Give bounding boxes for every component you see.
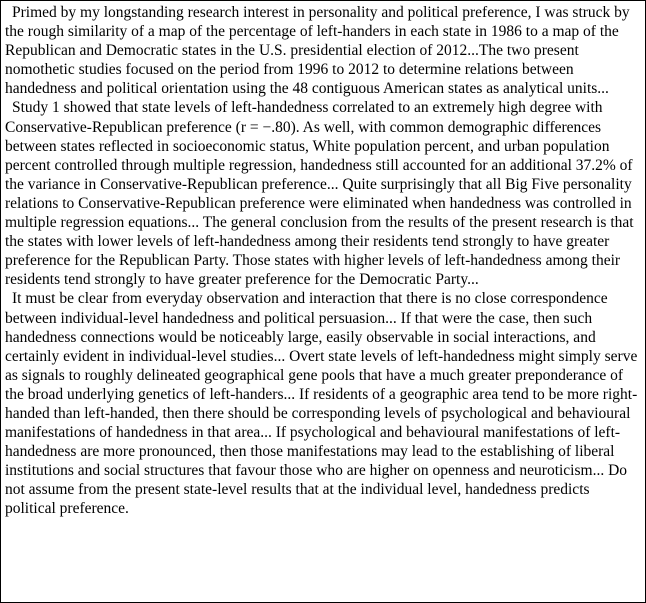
paragraph-study-1: Study 1 showed that state levels of left-handedness correlated to an extremely high degree with Conservative-Republican preference (r = −.80). As well, with common demographic differences between states reflected in socioeconomic status, White population percent, and urban population percent controlled through multiple regression, handedness still accounted for an additional 37.2% of the variance in Conservative-Republican preference... Quite surprisingly that all Big Five personality relations to Conservative-Republican preference were eliminated when handedness was controlled in multiple regression equations... The general conclusion from the results of the present research is that the states with lower levels of left-handedness among their residents tend strongly to have greater preference for the Republican Party. Those states with higher levels of left-handedness among their residents tend strongly to have greater preference for the Democratic Party... [5, 99, 634, 289]
paragraph-conclusion: It must be clear from everyday observation and interaction that there is no close correspondence between individual-level handedness and political persuasion... If that were the case, then such handedness connections would be noticeably large, easily observable in social interactions, and certainly evident in individual-level studies... Overt state levels of left-handedness might simply serve as signals to roughly delineated geographical gene pools that have a much greater preponderance of the broad underlying genetics of left-handers... If residents of a geographic area tend to be more right-handed than left-handed, then there should be corresponding levels of psychological and behavioural manifestations of handedness in that area... If psychological and behavioural manifestations of left-handedness are more pronounced, then those manifestations may lead to the establishing of liberal institutions and social structures that favour those who are higher on openness and neuroticism... Do not assume from the present state-level results that at the individual level, handedness predicts political preference. [5, 290, 638, 518]
paragraph-intro: Primed by my longstanding research interest in personality and political preference, I was struck by the rough similarity of a map of the percentage of left-handers in each state in 1986 to a map of the Republican and Democratic states in the U.S. presidential election of 2012...The two present nomothetic studies focused on the period from 1996 to 2012 to determine relations between handedness and political orientation using the 48 contiguous American states as analytical units... [5, 4, 630, 98]
